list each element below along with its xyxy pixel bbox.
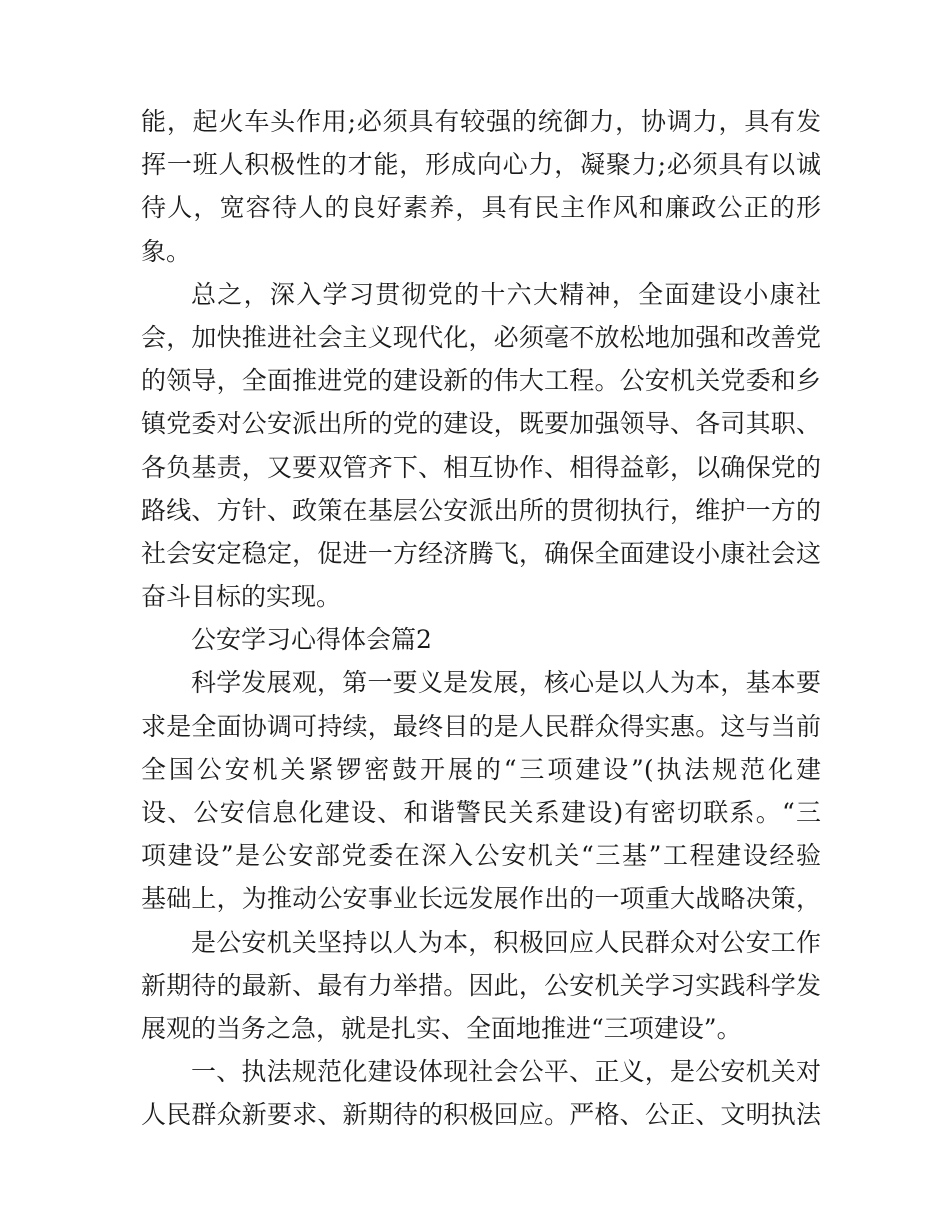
text-line: 基础上，为推动公安事业长远发展作出的一项重大战略决策， xyxy=(141,884,821,914)
text-line: 设、公安信息化建设、和谐警民关系建设)有密切联系。“三 xyxy=(141,798,821,827)
text-line: 科学发展观，第一要义是发展，核心是以人为本，基本要 xyxy=(191,668,821,698)
text-line: 新期待的最新、最有力举措。因此，公安机关学习实践科学发 xyxy=(141,970,821,1000)
text-line: 社会安定稳定，促进一方经济腾飞，确保全面建设小康社会这 xyxy=(141,538,821,568)
text-line: 奋斗目标的实现。 xyxy=(141,582,342,612)
text-line: 的领导，全面推进党的建设新的伟大工程。公安机关党委和乡 xyxy=(141,366,821,396)
text-line: 各负基责，又要双管齐下、相互协作、相得益彰，以确保党的 xyxy=(141,452,821,482)
text-line: 公安学习心得体会篇2 xyxy=(191,625,432,655)
text-line: 象。 xyxy=(141,236,192,266)
text-line: 镇党委对公安派出所的党的建设，既要加强领导、各司其职、 xyxy=(141,409,821,439)
text-line: 会，加快推进社会主义现代化，必须毫不放松地加强和改善党 xyxy=(141,322,821,352)
text-line: 全国公安机关紧锣密鼓开展的“三项建设”(执法规范化建 xyxy=(141,754,821,784)
text-line: 总之，深入学习贯彻党的十六大精神，全面建设小康社 xyxy=(191,279,821,309)
body-text xyxy=(141,100,821,1137)
text-line: 展观的当务之急，就是扎实、全面地推进“三项建设”。 xyxy=(141,1013,742,1043)
text-line: 求是全面协调可持续，最终目的是人民群众得实惠。这与当前 xyxy=(141,711,821,741)
text-line: 挥一班人积极性的才能，形成向心力，凝聚力;必须具有以诚 xyxy=(141,150,821,180)
text-line: 待人，宽容待人的良好素养，具有民主作风和廉政公正的形 xyxy=(141,193,821,223)
text-line: 人民群众新要求、新期待的积极回应。严格、公正、文明执法 xyxy=(141,1100,821,1130)
text-line: 是公安机关坚持以人为本，积极回应人民群众对公安工作 xyxy=(191,927,821,957)
text-line: 能，起火车头作用;必须具有较强的统御力，协调力，具有发 xyxy=(141,107,821,136)
text-line: 路线、方针、政策在基层公安派出所的贯彻执行，维护一方的 xyxy=(141,495,821,525)
text-line: 一、执法规范化建设体现社会公平、正义，是公安机关对 xyxy=(191,1057,821,1087)
text-line: 项建设”是公安部党委在深入公安机关“三基”工程建设经验 xyxy=(141,841,821,871)
